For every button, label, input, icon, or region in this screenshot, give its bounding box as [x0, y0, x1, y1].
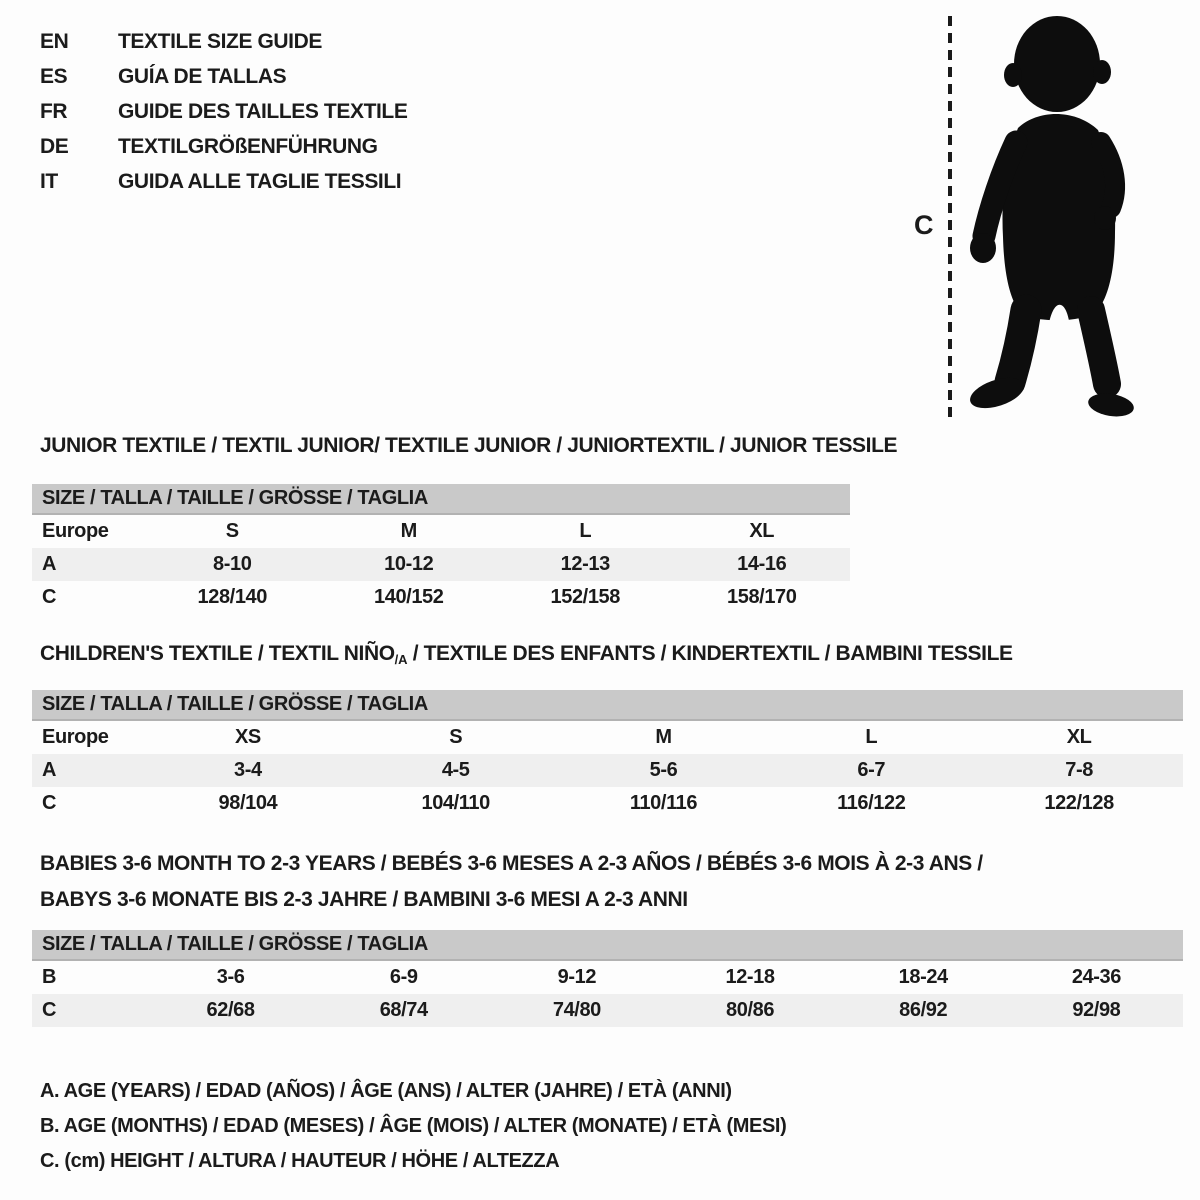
size-header-row [32, 484, 850, 514]
size-header-bar: SIZE / TALLA / TAILLE / GRÖSSE / TAGLIA [32, 930, 1183, 960]
value-cell: 98/104 [218, 792, 278, 814]
table-row-europe [32, 720, 1183, 754]
children-title-text: CHILDREN'S TEXTILE / TEXTIL NIÑO [40, 642, 395, 665]
value-cell: 18-24 [898, 966, 948, 988]
value-cell: 74/80 [552, 999, 601, 1021]
language-label: TEXTILE SIZE GUIDE [118, 29, 322, 53]
language-code: FR [40, 99, 68, 123]
language-code: ES [40, 64, 68, 88]
size-cell: XL [749, 520, 775, 542]
size-header-bar: SIZE / TALLA / TAILLE / GRÖSSE / TAGLIA [32, 484, 850, 514]
children-title-text: / TEXTILE DES ENFANTS / KINDERTEXTIL / BAMBINI TESSILE [407, 642, 1013, 665]
value-cell: 12-18 [725, 966, 775, 988]
value-cell: 14-16 [737, 553, 787, 575]
value-cell: 110/116 [629, 792, 698, 814]
table-row-age [32, 754, 1183, 787]
value-cell: 80/86 [726, 999, 775, 1021]
value-cell: 86/92 [899, 999, 948, 1021]
size-header-row [32, 930, 1183, 960]
children-title-subscript: /A [394, 652, 408, 667]
size-cell: S [449, 726, 463, 748]
row-label: C [42, 999, 57, 1021]
size-cell: L [579, 520, 592, 542]
language-label: TEXTILGRÖßENFÜHRUNG [118, 134, 378, 158]
value-cell: 6-7 [857, 759, 886, 781]
value-cell: 158/170 [727, 586, 797, 608]
size-cell: M [400, 520, 417, 542]
footnote-age-months: B. AGE (MONTHS) / EDAD (MESES) / ÂGE (MOIS) / ALTER (MONATE) / ETÀ (MESI) [40, 1115, 787, 1137]
value-cell: 3-4 [234, 759, 262, 781]
babies-section-title [40, 846, 983, 918]
size-cell: S [225, 520, 239, 542]
row-label: Europe [42, 726, 109, 748]
language-row-en [40, 24, 407, 59]
value-cell: 68/74 [379, 999, 428, 1021]
row-label: C [42, 792, 57, 814]
size-cell: XS [234, 726, 261, 748]
value-cell: 7-8 [1065, 759, 1093, 781]
value-cell: 8-10 [213, 553, 252, 575]
row-label: B [42, 966, 57, 988]
value-cell: 10-12 [384, 553, 434, 575]
value-cell: 4-5 [441, 759, 470, 781]
row-label: Europe [42, 520, 109, 542]
value-cell: 140/152 [374, 586, 444, 608]
value-cell: 5-6 [649, 759, 678, 781]
language-row-it [40, 164, 407, 199]
language-code: EN [40, 29, 69, 53]
footnote-height: C. (cm) HEIGHT / ALTURA / HAUTEUR / HÖHE / ALTEZZA [40, 1150, 560, 1172]
value-cell: 62/68 [206, 999, 255, 1021]
size-cell: XL [1066, 726, 1092, 748]
table-row-height [32, 787, 1183, 820]
row-label: C [42, 586, 57, 608]
language-label: GUÍA DE TALLAS [118, 64, 287, 88]
toddler-silhouette-image [958, 12, 1143, 417]
language-label: GUIDE DES TAILLES TEXTILE [118, 99, 408, 123]
value-cell: 3-6 [216, 966, 245, 988]
size-header-bar: SIZE / TALLA / TAILLE / GRÖSSE / TAGLIA [32, 690, 1183, 720]
height-dashed-line [948, 16, 952, 418]
babies-size-table [32, 930, 1183, 1027]
value-cell: 12-13 [560, 553, 610, 575]
language-code: IT [40, 169, 58, 193]
children-section-title [40, 642, 1013, 667]
language-label: GUIDA ALLE TAGLIE TESSILI [118, 169, 402, 193]
size-cell: L [865, 726, 878, 748]
table-row-height [32, 994, 1183, 1027]
language-row-fr [40, 94, 407, 129]
table-row-height [32, 581, 850, 614]
value-cell: 122/128 [1044, 792, 1114, 814]
footnote-age-years: A. AGE (YEARS) / EDAD (AÑOS) / ÂGE (ANS) / ALTER (JAHRE) / ETÀ (ANNI) [40, 1080, 732, 1102]
value-cell: 24-36 [1071, 966, 1121, 988]
value-cell: 128/140 [197, 586, 267, 608]
language-row-es [40, 59, 407, 94]
value-cell: 9-12 [557, 966, 597, 988]
babies-title-line2: BABYS 3-6 MONATE BIS 2-3 JAHRE / BAMBINI 3-6 MESI A 2-3 ANNI [40, 888, 688, 911]
language-row-de [40, 129, 407, 164]
height-measure-label: C [914, 210, 934, 240]
value-cell: 92/98 [1072, 999, 1121, 1021]
table-row-europe [32, 514, 850, 548]
table-row-months [32, 960, 1183, 994]
value-cell: 116/122 [837, 792, 906, 814]
language-code: DE [40, 134, 69, 158]
size-header-row [32, 690, 1183, 720]
junior-size-table [32, 484, 850, 614]
row-label: A [42, 759, 57, 781]
size-cell: M [655, 726, 672, 748]
junior-section-title: JUNIOR TEXTILE / TEXTIL JUNIOR/ TEXTILE JUNIOR / JUNIORTEXTIL / JUNIOR TESSILE [40, 434, 898, 457]
row-label: A [42, 553, 57, 575]
babies-title-line1: BABIES 3-6 MONTH TO 2-3 YEARS / BEBÉS 3-6 MESES A 2-3 AÑOS / BÉBÉS 3-6 MOIS À 2-3 ANS / [40, 852, 983, 875]
language-title-block [40, 24, 407, 199]
children-size-table [32, 690, 1183, 820]
footnotes-block [40, 1074, 786, 1179]
value-cell: 152/158 [550, 586, 620, 608]
value-cell: 6-9 [389, 966, 418, 988]
value-cell: 104/110 [421, 792, 490, 814]
table-row-age [32, 548, 850, 581]
